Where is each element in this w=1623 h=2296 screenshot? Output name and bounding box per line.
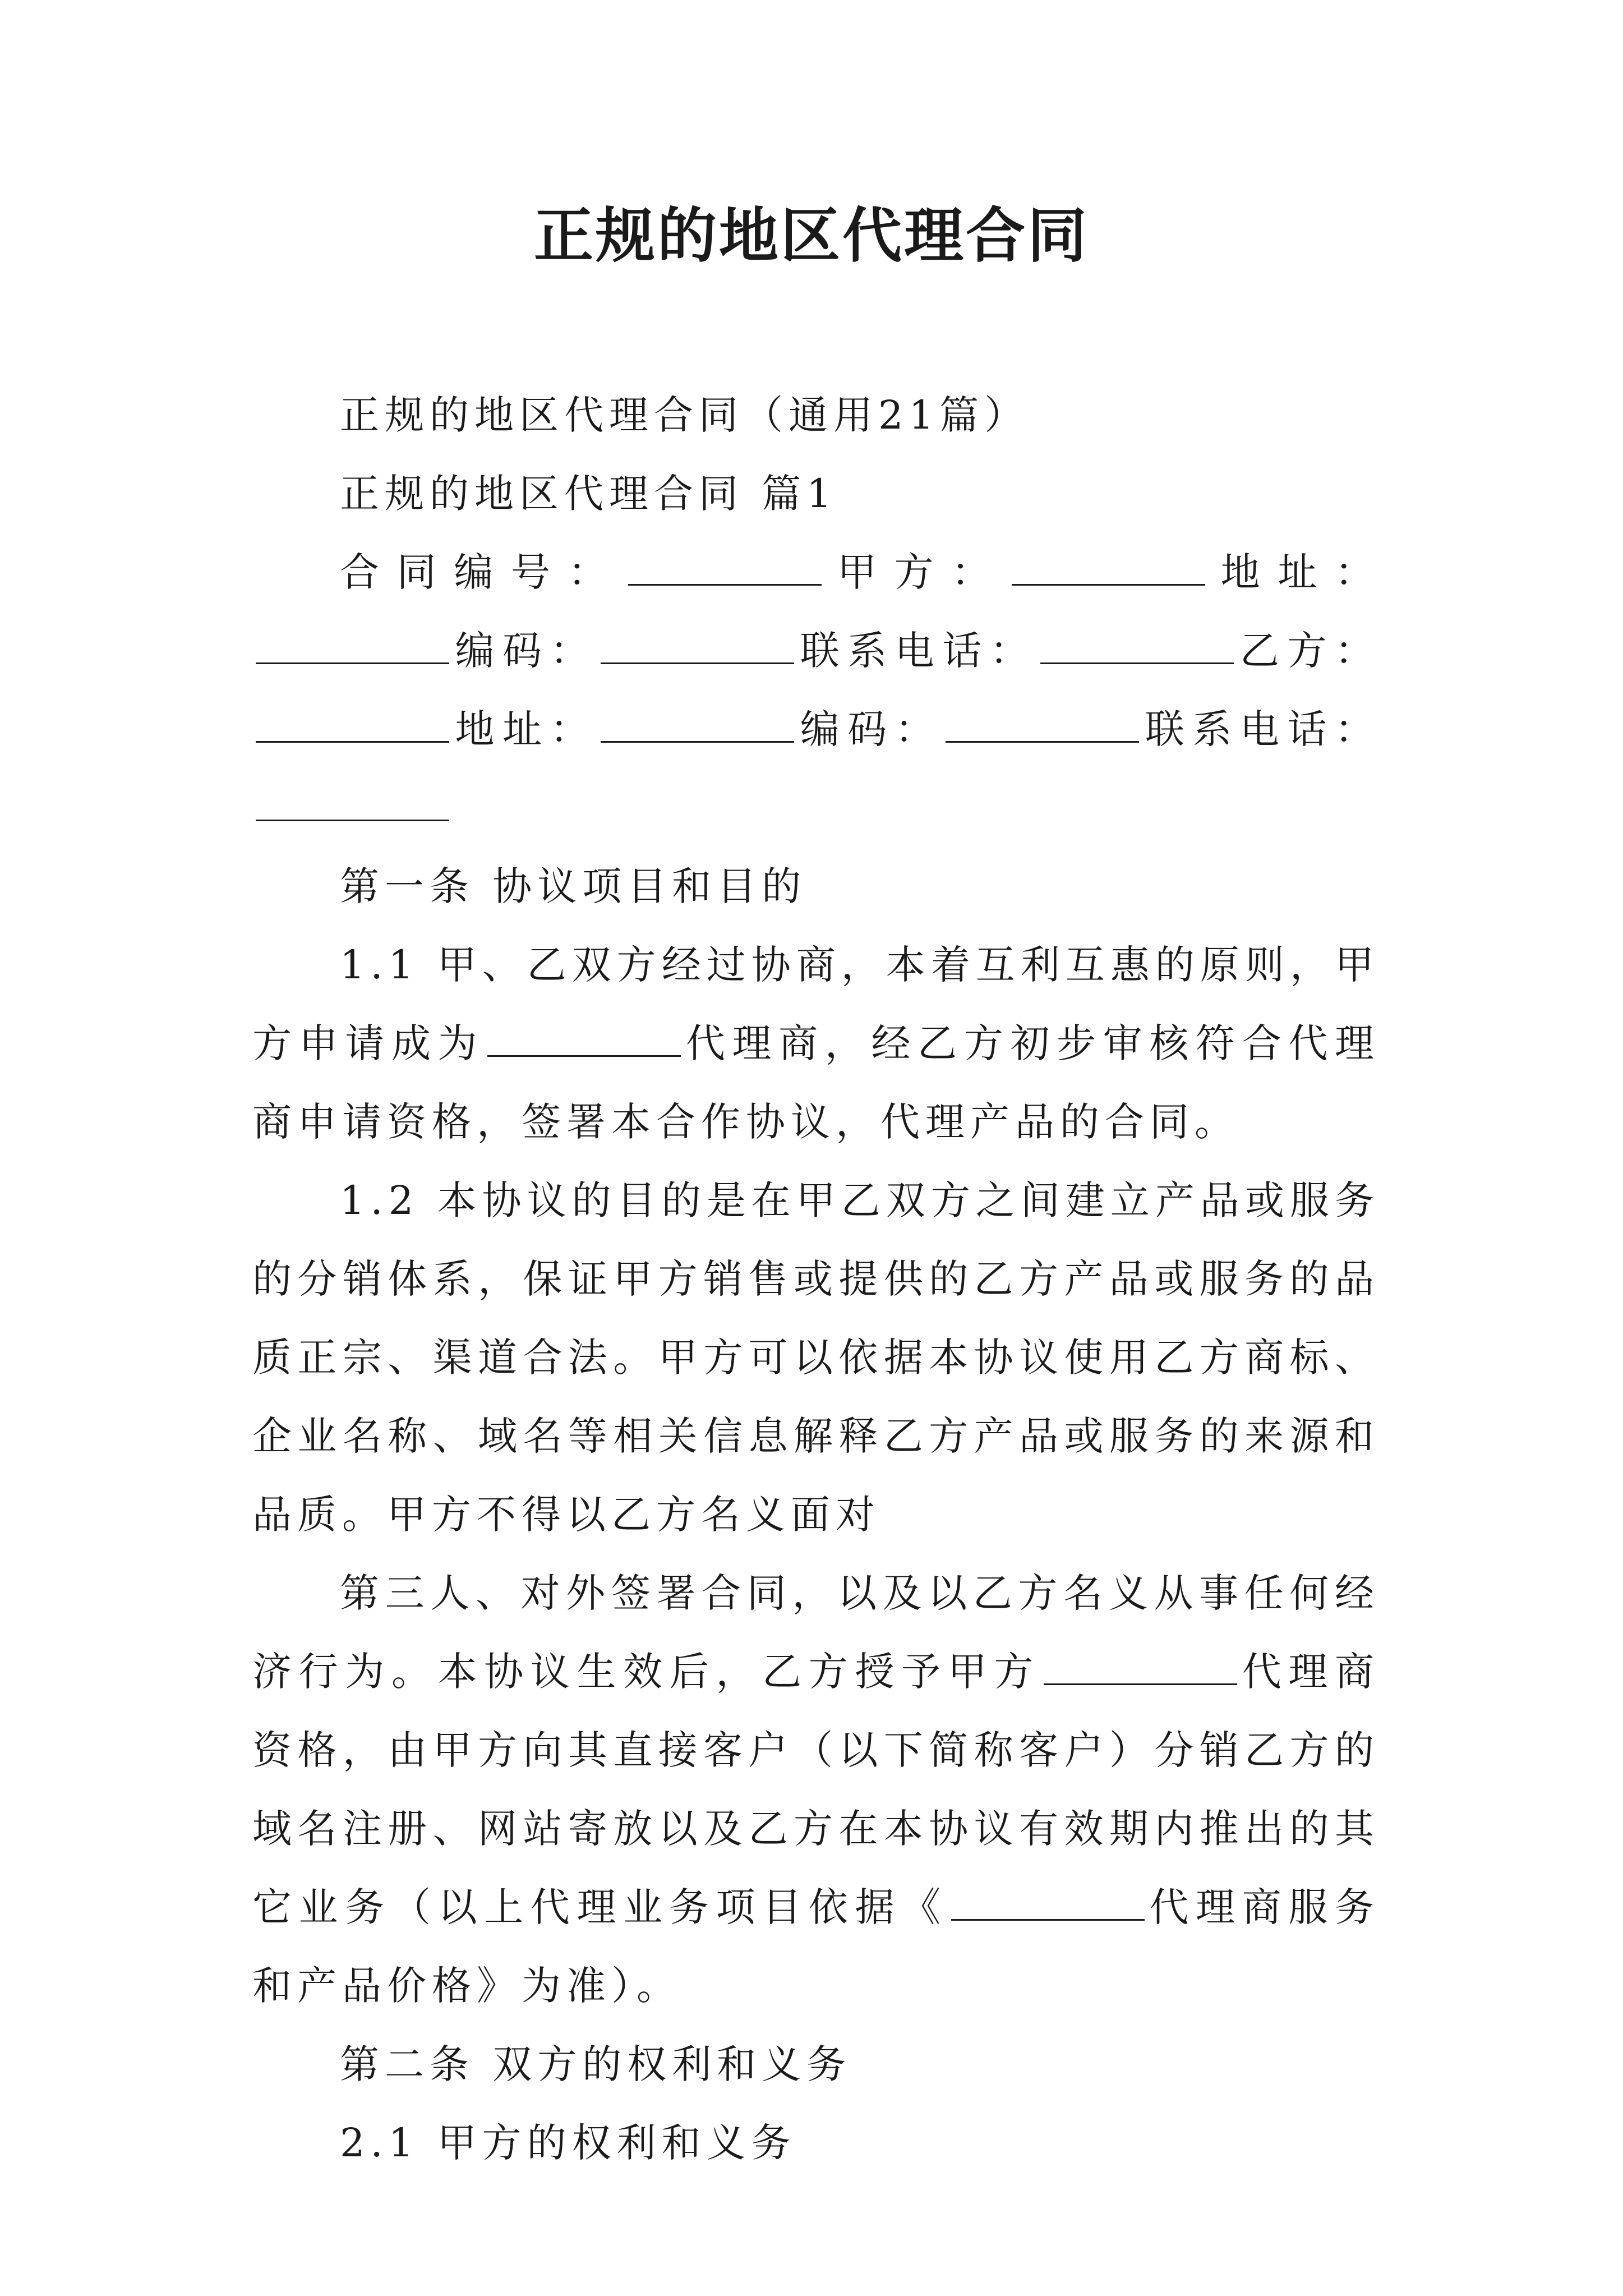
document-body bbox=[252, 376, 1380, 2182]
clause-1-2: 1.2 本协议的目的是在甲乙双方之间建立产品或服务的分销体系，保证甲方销售或提供的乙方产品或服务的品质正宗、渠道合法。甲方可以依据本协议使用乙方商标、企业名称、域名等相关信息解释乙方产品或服务的来源和品质。甲方不得以乙方名义面对 bbox=[252, 1177, 1380, 1538]
postcode-1-label: 编码： bbox=[453, 628, 598, 674]
price-list-blank bbox=[951, 1888, 1145, 1921]
phone-2-blank bbox=[256, 788, 449, 821]
clause-third-party-text-a: 第三人、对外签署合同，以及以乙方名义从事任何经济行为。本协议生效后，乙方授予甲方 bbox=[252, 1570, 1380, 1695]
postcode-2-label: 编码： bbox=[797, 706, 943, 752]
agent-qualification-blank bbox=[1044, 1652, 1237, 1685]
contract-no-label: 合同编号： bbox=[340, 549, 625, 595]
clause-1-1-text-a: 1.1 甲、乙双方经过协商，本着互利互惠的原则，甲方申请成为 bbox=[252, 942, 1380, 1066]
clause-2-1-heading: 2.1 甲方的权利和义务 bbox=[340, 2120, 796, 2166]
postcode-2-blank bbox=[946, 710, 1139, 743]
address-1-label: 地址： bbox=[1209, 549, 1380, 595]
address-1-blank bbox=[256, 631, 449, 664]
party-b-label: 乙方： bbox=[1237, 628, 1380, 674]
party-b-blank bbox=[256, 710, 449, 743]
article-2-heading: 第二条 双方的权利和义务 bbox=[340, 2041, 852, 2087]
clause-1-1 bbox=[252, 926, 1380, 1161]
clause-third-party-text-c: 代理商服务和产品价格》为准）。 bbox=[252, 1884, 1380, 2009]
section-heading: 正规的地区代理合同 篇1 bbox=[340, 471, 837, 517]
document-title: 正规的地区代理合同 bbox=[534, 200, 1089, 270]
contract-no-blank bbox=[628, 553, 822, 586]
article-1-heading: 第一条 协议项目和目的 bbox=[340, 863, 807, 909]
postcode-1-blank bbox=[601, 631, 794, 664]
clause-third-party-text-b: 代理商资格，由甲方向其直接客户（以下简称客户）分销乙方的域名注册、网站寄放以及乙方在本协议有效期内推出的其它业务（以上代理业务项目依据《 bbox=[252, 1649, 1380, 1930]
party-a-label: 甲方： bbox=[825, 549, 1009, 595]
phone-1-blank bbox=[1040, 631, 1234, 664]
address-2-label: 地址： bbox=[453, 706, 598, 752]
subtitle: 正规的地区代理合同（通用21篇） bbox=[340, 392, 1030, 438]
contract-fields bbox=[252, 533, 1380, 847]
phone-2-label: 联系电话： bbox=[1142, 706, 1380, 752]
agent-name-blank bbox=[487, 1024, 681, 1057]
clause-1-1-text-b: 代理商，经乙方初步审核符合代理商申请资格，签署本合作协议，代理产品的合同。 bbox=[252, 1020, 1380, 1145]
address-2-blank bbox=[601, 710, 794, 743]
phone-1-label: 联系电话： bbox=[797, 628, 1038, 674]
party-a-blank bbox=[1012, 553, 1205, 586]
clause-third-party bbox=[252, 1554, 1380, 2025]
